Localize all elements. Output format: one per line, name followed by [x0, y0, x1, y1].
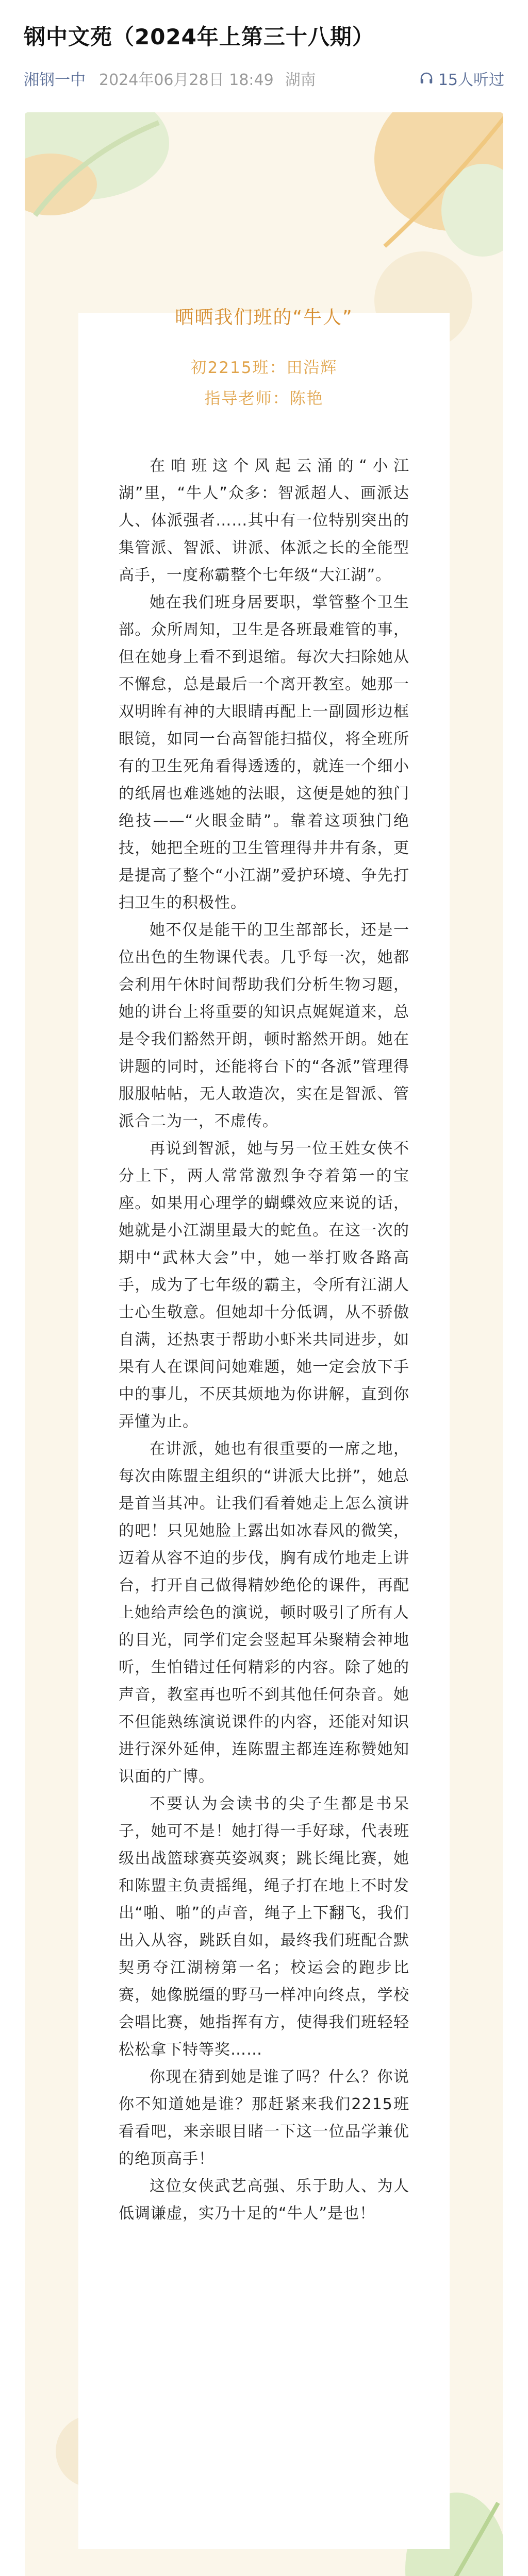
listen-count: 15人听过 — [438, 71, 504, 89]
leaf-decoration-icon — [25, 2565, 133, 2576]
article-meta — [24, 67, 504, 90]
teacher-line: 指导老师：陈艳 — [204, 389, 324, 408]
author-class-line: 初2215班：田浩辉 — [190, 359, 338, 377]
body-paragraph: 在咱班这个风起云涌的“小江湖”里，“牛人”众多：智派超人、画派达人、体派强者……其中有一位特别突出的集管派、智派、讲派、体派之长的全能型高手，一度称霸整个七年级“大江湖”。 — [119, 457, 409, 584]
publish-date: 2024年06月28日 18:49 — [99, 71, 274, 89]
card-heading: 晒晒我们班的“牛人” — [175, 307, 353, 328]
article-card — [25, 112, 503, 2576]
publish-location: 湖南 — [285, 71, 316, 89]
listen-button[interactable] — [419, 67, 504, 90]
body-paragraph: 不要认为会读书的尖子生都是书呆子，她可不是！她打得一手好球，代表班级出战篮球赛英姿飒爽；跳长绳比赛，她和陈盟主负责摇绳，绳子打在地上不时发出“啪、啪”的声音，绳子上下翻飞，我们出入从容，跳跃自如，最终我们班配合默契勇夺江湖榜第一名；校运会的跑步比赛，她像脱缰的野马一样冲向终点，学校会唱比赛，她指挥有方，使得我们班轻轻松松拿下特等奖…… — [119, 1795, 409, 2059]
article-header — [0, 0, 528, 90]
account-name-link[interactable]: 湘钢一中 — [24, 71, 86, 89]
body-paragraph: 你现在猜到她是谁了吗？什么？你说你不知道她是谁？那赶紧来我们2215班看看吧，来亲眼目睹一下这一位品学兼优的绝顶高手！ — [119, 2068, 409, 2168]
body-paragraph: 在讲派，她也有很重要的一席之地，每次由陈盟主组织的“讲派大比拼”，她总是首当其冲。让我们看着她走上怎么演讲的吧！只见她脸上露出如冰春风的微笑，迈着从容不迫的步伐，胸有成竹地走上讲台，打开自己做得精妙绝伦的课件，再配上她给声绘色的演说，顿时吸引了所有人的目光，同学们定会竖起耳朵聚精会神地听，生怕错过任何精彩的内容。除了她的声音，教室再也听不到其他任何杂音。她不但能熟练演说课件的内容，还能对知识进行深外延伸，连陈盟主都连连称赞她知识面的广博。 — [119, 1440, 409, 1786]
article-body — [119, 452, 409, 2227]
article-title: 钢中文苑（2024年上第三十八期） — [24, 24, 374, 49]
body-paragraph: 她不仅是能干的卫生部部长，还是一位出色的生物课代表。几乎每一次，她都会利用午休时间帮助我们分析生物习题，她的讲台上将重要的知识点娓娓道来，总是令我们豁然开朗，顿时豁然开朗。她在讲题的同时，还能将台下的“各派”管理得服服帖帖，无人敢造次，实在是智派、管派合二为一，不虚传。 — [119, 921, 409, 1130]
leaf-decoration-icon — [364, 112, 503, 262]
body-paragraph: 再说到智派，她与另一位王姓女侠不分上下，两人常常激烈争夺着第一的宝座。如果用心理学的蝴蝶效应来说的话，她就是小江湖里最大的蛇鱼。在这一次的期中“武林大会”中，她一举打败各路高手，成为了七年级的霸主，令所有江湖人士心生敬意。但她却十分低调，从不骄傲自满，还热衷于帮助小虾米共同进步，如果有人在课间问她难题，她一定会放下手中的事儿，不厌其烦地为你讲解，直到你弄懂为止。 — [119, 1140, 409, 1431]
body-paragraph: 她在我们班身居要职，掌管整个卫生部。众所周知，卫生是各班最难管的事，但在她身上看不到退缩。每次大扫除她从不懈怠，总是最后一个离开教室。她那一双明眸有神的大眼睛再配上一副圆形边框眼镜，如同一台高智能扫描仪，将全班所有的卫生死角看得透透的，就连一个细小的纸屑也难逃她的法眼，这便是她的独门绝技——“火眼金睛”。靠着这项独门绝技，她把全班的卫生管理得井井有条，更是提高了整个“小江湖”爱护环境、争先打扫卫生的积极性。 — [119, 594, 409, 912]
leaf-decoration-icon — [25, 112, 190, 236]
body-paragraph: 这位女侠武艺高强、乐于助人、为人低调谦虚，实乃十足的“牛人”是也！ — [119, 2177, 409, 2223]
headphone-icon — [419, 71, 434, 86]
